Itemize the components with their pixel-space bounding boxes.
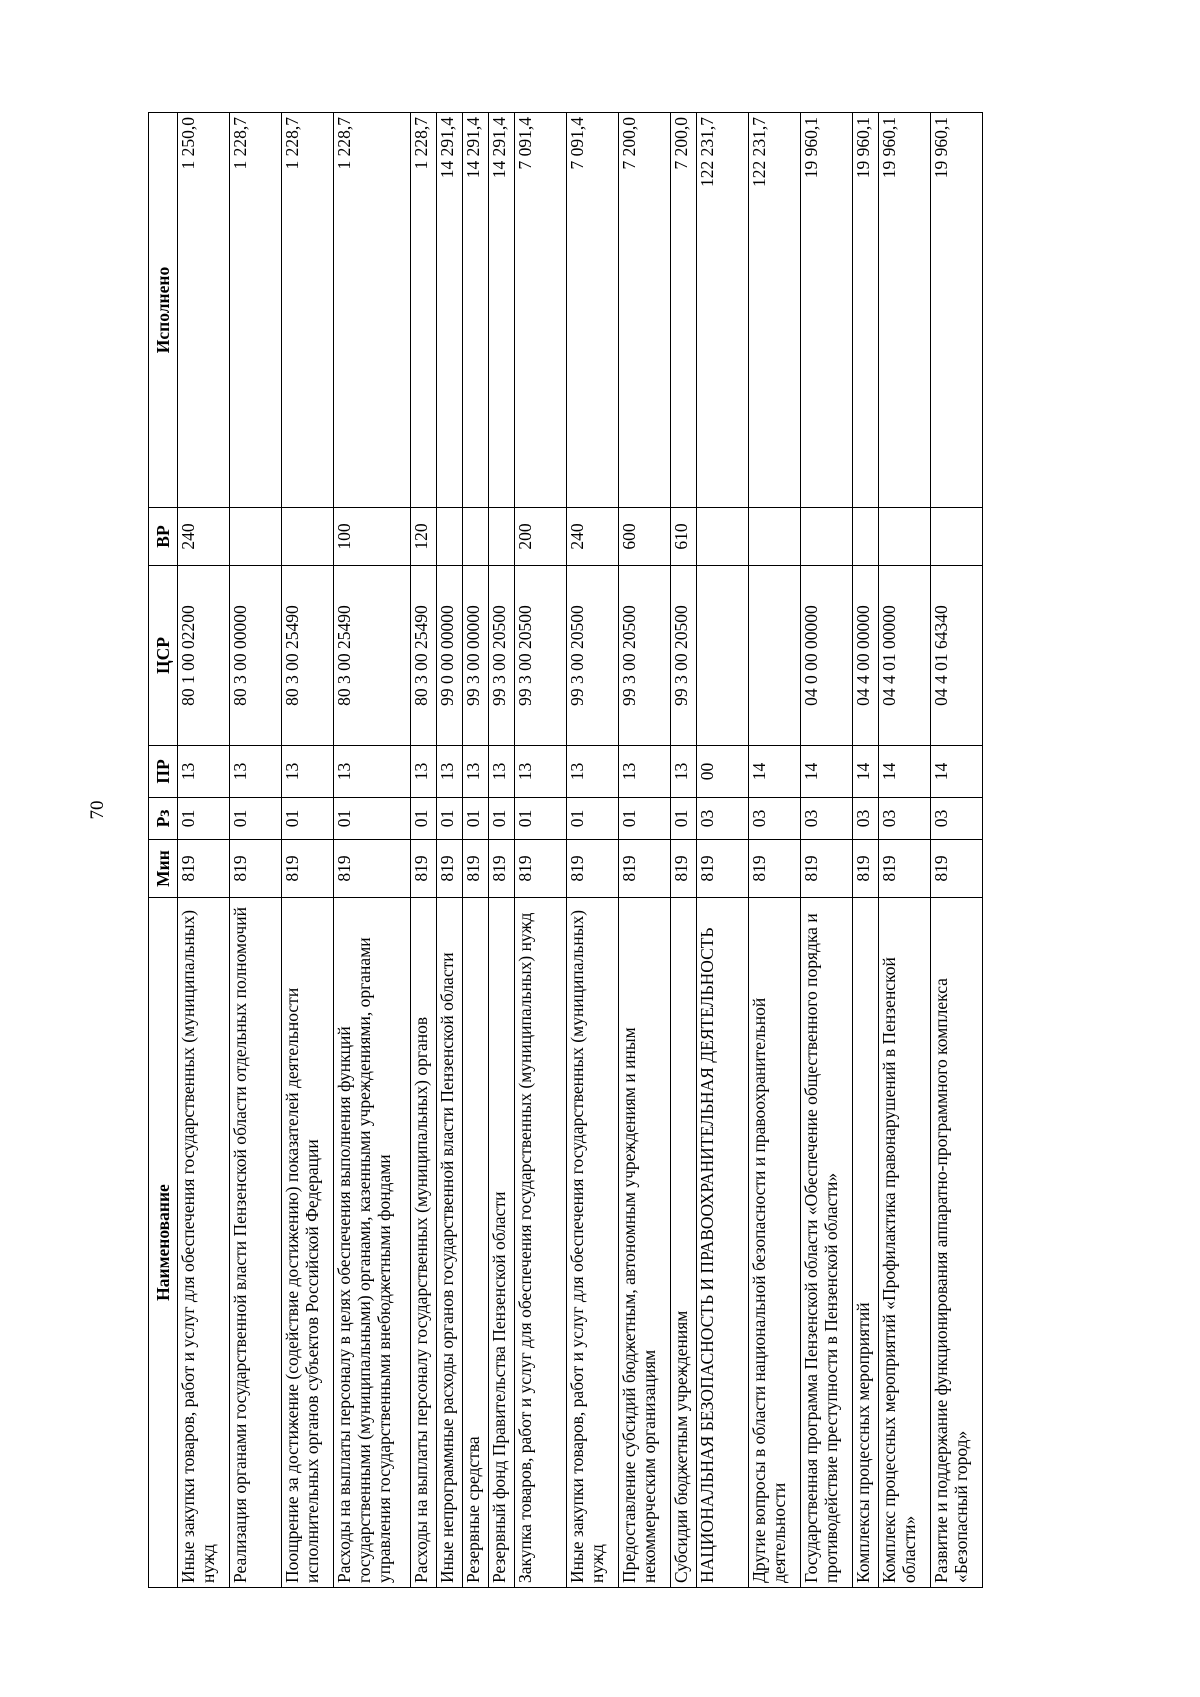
row-executed: 19 960,1: [853, 113, 879, 508]
row-min: 819: [178, 840, 230, 898]
row-min: 819: [749, 840, 801, 898]
row-rz: 01: [282, 798, 334, 840]
row-pr: 13: [282, 746, 334, 798]
row-name: Государственная программа Пензенской области «Обеспечение общественного порядка и противодействие преступности в Пензенской области»: [801, 898, 853, 1588]
table-row: [697, 113, 749, 1588]
row-csr: 04 0 00 00000: [801, 566, 853, 746]
table-row: [853, 113, 879, 1588]
row-name: Комплекс процессных мероприятий «Профилактика правонарушений в Пензенской области»: [879, 898, 931, 1588]
row-pr: 14: [801, 746, 853, 798]
row-vr: [230, 508, 282, 566]
row-name: НАЦИОНАЛЬНАЯ БЕЗОПАСНОСТЬ И ПРАВООХРАНИТЕЛЬНАЯ ДЕЯТЕЛЬНОСТЬ: [697, 898, 749, 1588]
row-vr: [879, 508, 931, 566]
row-vr: [282, 508, 334, 566]
row-rz: 03: [879, 798, 931, 840]
table-row: [749, 113, 801, 1588]
row-executed: 122 231,7: [697, 113, 749, 508]
row-csr: 80 3 00 25490: [411, 566, 437, 746]
header-csr: ЦСР: [149, 566, 178, 746]
row-vr: 240: [178, 508, 230, 566]
row-csr: 99 0 00 00000: [437, 566, 463, 746]
row-pr: 13: [334, 746, 411, 798]
row-vr: [489, 508, 515, 566]
rotated-table-container: [148, 113, 1083, 1588]
row-name: Субсидии бюджетным учреждениям: [671, 898, 697, 1588]
row-min: 819: [853, 840, 879, 898]
header-min: Мин: [149, 840, 178, 898]
header-rz: Рз: [149, 798, 178, 840]
header-name: Наименование: [149, 898, 178, 1588]
row-min: 819: [697, 840, 749, 898]
table-header-row: [149, 113, 178, 1588]
row-pr: 14: [853, 746, 879, 798]
page-number: 70: [87, 800, 108, 820]
row-executed: 7 091,4: [515, 113, 567, 508]
row-min: 819: [515, 840, 567, 898]
row-executed: 19 960,1: [801, 113, 853, 508]
row-pr: 00: [697, 746, 749, 798]
row-vr: 610: [671, 508, 697, 566]
row-vr: [801, 508, 853, 566]
row-rz: 01: [230, 798, 282, 840]
row-min: 819: [567, 840, 619, 898]
row-name: Поощрение за достижение (содействие достижению) показателей деятельности исполнительных органов субъектов Российской Федерации: [282, 898, 334, 1588]
row-min: 819: [879, 840, 931, 898]
row-rz: 01: [463, 798, 489, 840]
table-row: [411, 113, 437, 1588]
row-min: 819: [437, 840, 463, 898]
row-pr: 13: [515, 746, 567, 798]
budget-table: [148, 112, 983, 1588]
row-rz: 03: [853, 798, 879, 840]
table-row: [879, 113, 931, 1588]
row-csr: 99 3 00 20500: [567, 566, 619, 746]
row-vr: 100: [334, 508, 411, 566]
row-rz: 01: [567, 798, 619, 840]
row-executed: 1 228,7: [411, 113, 437, 508]
row-executed: 7 200,0: [671, 113, 697, 508]
table-row: [515, 113, 567, 1588]
row-vr: [463, 508, 489, 566]
row-vr: 240: [567, 508, 619, 566]
row-pr: 13: [463, 746, 489, 798]
table-row: [931, 113, 983, 1588]
row-name: Комплексы процессных мероприятий: [853, 898, 879, 1588]
row-pr: 13: [230, 746, 282, 798]
row-vr: [853, 508, 879, 566]
row-pr: 13: [178, 746, 230, 798]
header-pr: ПР: [149, 746, 178, 798]
row-vr: [749, 508, 801, 566]
row-name: Реализация органами государственной власти Пензенской области отдельных полномочий: [230, 898, 282, 1588]
row-rz: 03: [801, 798, 853, 840]
row-vr: 600: [619, 508, 671, 566]
table-row: [801, 113, 853, 1588]
header-executed: Исполнено: [149, 113, 178, 508]
row-min: 819: [489, 840, 515, 898]
table-row: [282, 113, 334, 1588]
row-rz: 01: [178, 798, 230, 840]
row-pr: 14: [879, 746, 931, 798]
row-name: Иные непрограммные расходы органов государственной власти Пензенской области: [437, 898, 463, 1588]
row-rz: 01: [619, 798, 671, 840]
row-csr: 99 3 00 20500: [671, 566, 697, 746]
row-csr: [749, 566, 801, 746]
table-row: [489, 113, 515, 1588]
row-vr: [437, 508, 463, 566]
row-csr: 99 3 00 20500: [515, 566, 567, 746]
row-executed: 19 960,1: [931, 113, 983, 508]
row-vr: [931, 508, 983, 566]
row-pr: 13: [567, 746, 619, 798]
table-row: [437, 113, 463, 1588]
row-csr: 99 3 00 00000: [463, 566, 489, 746]
row-name: Другие вопросы в области национальной безопасности и правоохранительной деятельности: [749, 898, 801, 1588]
row-min: 819: [282, 840, 334, 898]
row-csr: 80 3 00 25490: [334, 566, 411, 746]
row-rz: 03: [931, 798, 983, 840]
table-row: [671, 113, 697, 1588]
row-min: 819: [334, 840, 411, 898]
row-min: 819: [931, 840, 983, 898]
row-executed: 19 960,1: [879, 113, 931, 508]
row-rz: 01: [334, 798, 411, 840]
row-vr: 120: [411, 508, 437, 566]
row-min: 819: [671, 840, 697, 898]
row-executed: 7 091,4: [567, 113, 619, 508]
row-rz: 01: [671, 798, 697, 840]
row-rz: 03: [697, 798, 749, 840]
row-name: Иные закупки товаров, работ и услуг для обеспечения государственных (муниципальных) нужд: [178, 898, 230, 1588]
row-executed: 14 291,4: [463, 113, 489, 508]
row-executed: 1 228,7: [282, 113, 334, 508]
row-min: 819: [463, 840, 489, 898]
row-csr: 80 3 00 00000: [230, 566, 282, 746]
row-executed: 1 228,7: [230, 113, 282, 508]
row-csr: 04 4 01 00000: [879, 566, 931, 746]
row-csr: 99 3 00 20500: [489, 566, 515, 746]
row-vr: 200: [515, 508, 567, 566]
row-pr: 13: [671, 746, 697, 798]
table-row: [619, 113, 671, 1588]
table-row: [178, 113, 230, 1588]
row-csr: [697, 566, 749, 746]
row-min: 819: [411, 840, 437, 898]
row-min: 819: [619, 840, 671, 898]
row-rz: 01: [515, 798, 567, 840]
row-executed: 1 250,0: [178, 113, 230, 508]
row-rz: 01: [411, 798, 437, 840]
row-pr: 14: [749, 746, 801, 798]
row-executed: 122 231,7: [749, 113, 801, 508]
row-csr: 04 4 00 00000: [853, 566, 879, 746]
row-rz: 01: [437, 798, 463, 840]
row-executed: 7 200,0: [619, 113, 671, 508]
row-name: Предоставление субсидий бюджетным, автономным учреждениям и иным некоммерческим организациям: [619, 898, 671, 1588]
row-pr: 13: [411, 746, 437, 798]
table-row: [567, 113, 619, 1588]
row-pr: 13: [437, 746, 463, 798]
row-pr: 13: [489, 746, 515, 798]
table-row: [334, 113, 411, 1588]
row-executed: 14 291,4: [489, 113, 515, 508]
row-rz: 03: [749, 798, 801, 840]
row-csr: 80 1 00 02200: [178, 566, 230, 746]
row-vr: [697, 508, 749, 566]
row-name: Резервные средства: [463, 898, 489, 1588]
row-name: Расходы на выплаты персоналу в целях обеспечения выполнения функций государственными (муниципальными) органами, казенными учреждениями, органами управления государственными внебюджетными фондами: [334, 898, 411, 1588]
row-pr: 13: [619, 746, 671, 798]
table-row: [463, 113, 489, 1588]
row-csr: 04 4 01 64340: [931, 566, 983, 746]
table-row: [230, 113, 282, 1588]
row-name: Иные закупки товаров, работ и услуг для обеспечения государственных (муниципальных) нужд: [567, 898, 619, 1588]
row-name: Закупка товаров, работ и услуг для обеспечения государственных (муниципальных) нужд: [515, 898, 567, 1588]
row-name: Развитие и поддержание функционирования аппаратно-программного комплекса «Безопасный город»: [931, 898, 983, 1588]
row-executed: 1 228,7: [334, 113, 411, 508]
row-pr: 14: [931, 746, 983, 798]
row-name: Расходы на выплаты персоналу государственных (муниципальных) органов: [411, 898, 437, 1588]
row-min: 819: [230, 840, 282, 898]
header-vr: ВР: [149, 508, 178, 566]
row-csr: 99 3 00 20500: [619, 566, 671, 746]
row-name: Резервный фонд Правительства Пензенской области: [489, 898, 515, 1588]
row-rz: 01: [489, 798, 515, 840]
row-min: 819: [801, 840, 853, 898]
row-csr: 80 3 00 25490: [282, 566, 334, 746]
row-executed: 14 291,4: [437, 113, 463, 508]
